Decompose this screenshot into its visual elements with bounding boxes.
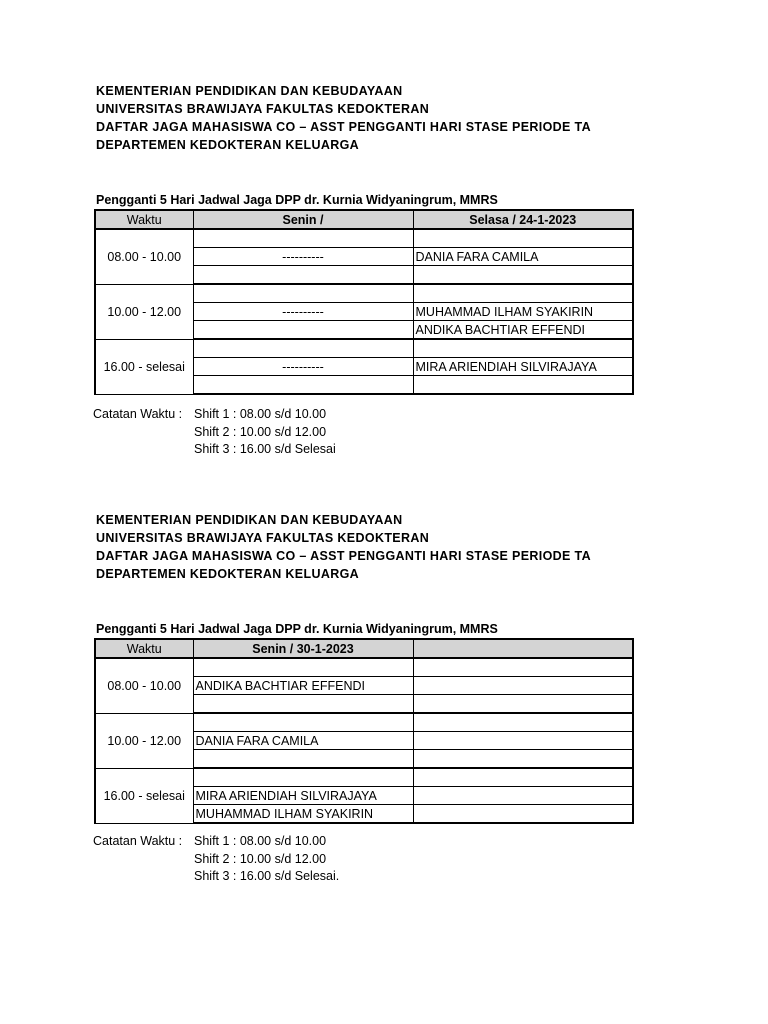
table-cell [193, 695, 413, 714]
header-line: KEMENTERIAN PENDIDIKAN DAN KEBUDAYAAN [96, 513, 403, 527]
table-cell [193, 266, 413, 285]
shift-note: Shift 2 : 10.00 s/d 12.00 [194, 424, 327, 439]
shift-note: Shift 3 : 16.00 s/d Selesai. [194, 869, 340, 883]
table-cell: MUHAMMAD ILHAM SYAKIRIN [193, 805, 413, 824]
table-row [95, 713, 633, 732]
shift-time: 16.00 - selesai [95, 339, 193, 394]
table-row [95, 768, 633, 787]
notes-label: Catatan Waktu : [93, 834, 183, 848]
header-line: DEPARTEMEN KEDOKTERAN KELUARGA [96, 138, 360, 152]
table-cell [413, 658, 633, 677]
table-cell: ANDIKA BACHTIAR EFFENDI [413, 321, 633, 340]
table-cell [413, 713, 633, 732]
schedule-subtitle: Pengganti 5 Hari Jadwal Jaga DPP dr. Kurnia Widyaningrum, MMRS [96, 193, 498, 207]
table-cell: DANIA FARA CAMILA [193, 732, 413, 750]
table-cell: MUHAMMAD ILHAM SYAKIRIN [413, 303, 633, 321]
shift-time: 08.00 - 10.00 [95, 658, 193, 713]
header-line: DEPARTEMEN KEDOKTERAN KELUARGA [96, 567, 360, 581]
table-cell [193, 229, 413, 248]
table-cell [193, 768, 413, 787]
table-cell [413, 266, 633, 285]
shift-group [95, 713, 633, 768]
table-row [95, 229, 633, 248]
table-header-row [95, 210, 633, 229]
shift-note: Shift 1 : 08.00 s/d 10.00 [194, 407, 327, 421]
table-cell [413, 229, 633, 248]
shift-time: 10.00 - 12.00 [95, 713, 193, 768]
shift-group [95, 768, 633, 823]
shift-time: 16.00 - selesai [95, 768, 193, 823]
table-cell [413, 284, 633, 303]
shift-note: Shift 1 : 08.00 s/d 10.00 [194, 834, 327, 848]
table-row [95, 339, 633, 358]
document-header [96, 511, 636, 583]
table-cell [193, 376, 413, 395]
table-cell: ---------- [193, 358, 413, 376]
table-cell: MIRA ARIENDIAH SILVIRAJAYA [193, 787, 413, 805]
table-cell [413, 732, 633, 750]
table-cell [413, 787, 633, 805]
table-cell [413, 768, 633, 787]
table-cell: MIRA ARIENDIAH SILVIRAJAYA [413, 358, 633, 376]
table-cell [193, 284, 413, 303]
schedule-subtitle: Pengganti 5 Hari Jadwal Jaga DPP dr. Kurnia Widyaningrum, MMRS [96, 622, 498, 636]
notes-label: Catatan Waktu : [93, 407, 183, 421]
table-cell [413, 750, 633, 769]
time-notes [93, 406, 336, 459]
time-notes [93, 833, 339, 886]
table-header-row [95, 639, 633, 658]
header-line: UNIVERSITAS BRAWIJAYA FAKULTAS KEDOKTERAN [96, 102, 430, 116]
shift-group [95, 658, 633, 713]
table-cell: ---------- [193, 303, 413, 321]
table-cell [193, 658, 413, 677]
shift-group [95, 339, 633, 394]
document-header [96, 82, 636, 154]
table-cell: DANIA FARA CAMILA [413, 248, 633, 266]
table-cell: ANDIKA BACHTIAR EFFENDI [193, 677, 413, 695]
schedule-table [94, 638, 634, 824]
table-cell [193, 339, 413, 358]
table-cell [193, 750, 413, 769]
table-cell [413, 805, 633, 824]
column-header-day-2: Selasa / 24-1-2023 [413, 210, 633, 229]
shift-group [95, 229, 633, 284]
shift-note: Shift 2 : 10.00 s/d 12.00 [194, 851, 327, 866]
shift-note: Shift 3 : 16.00 s/d Selesai [194, 442, 336, 456]
header-line: DAFTAR JAGA MAHASISWA CO – ASST PENGGANTI HARI STASE PERIODE TA [96, 120, 591, 134]
shift-group [95, 284, 633, 339]
shift-time: 08.00 - 10.00 [95, 229, 193, 284]
table-cell [413, 339, 633, 358]
table-cell [193, 713, 413, 732]
column-header-day-1: Senin / [193, 210, 413, 229]
header-line: KEMENTERIAN PENDIDIKAN DAN KEBUDAYAAN [96, 84, 403, 98]
column-header-day-2 [413, 639, 633, 658]
column-header-waktu: Waktu [95, 639, 193, 658]
table-cell [413, 677, 633, 695]
table-row [95, 284, 633, 303]
table-cell: ---------- [193, 248, 413, 266]
header-line: DAFTAR JAGA MAHASISWA CO – ASST PENGGANTI HARI STASE PERIODE TA [96, 549, 591, 563]
column-header-waktu: Waktu [95, 210, 193, 229]
table-row [95, 658, 633, 677]
table-cell [413, 695, 633, 714]
table-cell [193, 321, 413, 340]
schedule-table [94, 209, 634, 395]
column-header-day-1: Senin / 30-1-2023 [193, 639, 413, 658]
shift-time: 10.00 - 12.00 [95, 284, 193, 339]
table-cell [413, 376, 633, 395]
header-line: UNIVERSITAS BRAWIJAYA FAKULTAS KEDOKTERAN [96, 531, 430, 545]
